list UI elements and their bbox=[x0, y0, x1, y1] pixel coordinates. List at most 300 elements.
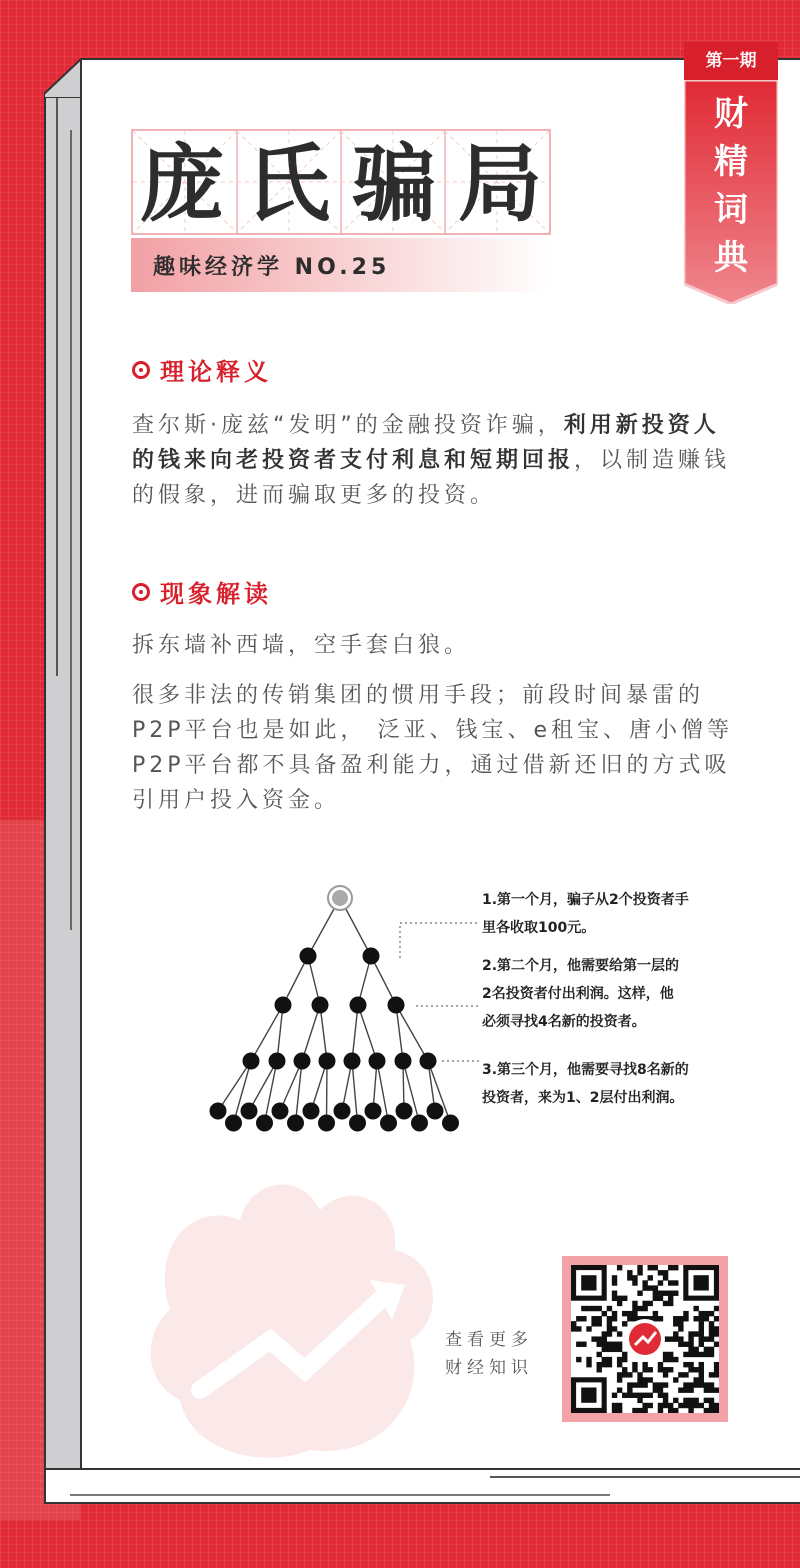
qr-module bbox=[627, 1311, 632, 1316]
qr-module bbox=[693, 1347, 698, 1352]
diagram-note-line: 2名投资者付出利润。这样，他 bbox=[482, 986, 674, 1002]
qr-module bbox=[637, 1393, 642, 1398]
qr-module bbox=[591, 1336, 596, 1341]
qr-module bbox=[663, 1382, 668, 1387]
pyramid-node bbox=[243, 1053, 260, 1070]
qr-module bbox=[617, 1403, 622, 1408]
qr-module bbox=[642, 1382, 647, 1387]
qr-module bbox=[663, 1352, 668, 1357]
qr-module bbox=[607, 1357, 612, 1362]
phenomenon-line: 拆东墙补西墙，空手套白狼。 bbox=[132, 633, 471, 658]
qr-module bbox=[699, 1372, 704, 1377]
qr-module bbox=[632, 1367, 637, 1372]
qr-module bbox=[688, 1362, 693, 1367]
section-heading-text: 理论释义 bbox=[160, 358, 272, 386]
qr-module bbox=[597, 1336, 602, 1341]
subtitle: 趣味经济学 NO.25 bbox=[153, 255, 391, 280]
qr-module bbox=[693, 1316, 698, 1321]
qr-module bbox=[704, 1398, 709, 1403]
section-heading-text: 现象解读 bbox=[160, 580, 272, 608]
qr-module bbox=[714, 1403, 719, 1408]
qr-module bbox=[617, 1342, 622, 1347]
qr-module bbox=[642, 1408, 647, 1413]
spine-line bbox=[56, 98, 58, 676]
phenomenon-paragraph: 很多非法的传销集团的惯用手段；前段时间暴雷的P2P平台也是如此， 泛亚、钱宝、e租宝、唐小僧等P2P平台都不具备盈利能力，通过借新还旧的方式吸引用户投入资金。 bbox=[132, 683, 734, 813]
qr-module bbox=[683, 1387, 688, 1392]
qr-module bbox=[632, 1393, 637, 1398]
pyramid-link bbox=[296, 1061, 303, 1123]
section-heading-theory bbox=[132, 352, 272, 387]
pyramid-node bbox=[225, 1115, 242, 1132]
qr-code-inner bbox=[571, 1265, 719, 1413]
book-corner bbox=[44, 58, 84, 98]
qr-module bbox=[704, 1311, 709, 1316]
qr-module bbox=[627, 1372, 632, 1377]
qr-module bbox=[668, 1408, 673, 1413]
qr-module bbox=[699, 1403, 704, 1408]
qr-module bbox=[653, 1285, 658, 1290]
qr-module bbox=[683, 1352, 688, 1357]
qr-module bbox=[607, 1362, 612, 1367]
qr-module bbox=[683, 1342, 688, 1347]
qr-module bbox=[612, 1393, 617, 1398]
qr-module bbox=[581, 1316, 586, 1321]
pyramid-node bbox=[300, 948, 317, 965]
pyramid-link bbox=[352, 1061, 358, 1123]
qr-module bbox=[693, 1382, 698, 1387]
qr-module bbox=[602, 1311, 607, 1316]
qr-module bbox=[602, 1336, 607, 1341]
pyramid-node bbox=[241, 1103, 258, 1120]
qr-module bbox=[653, 1296, 658, 1301]
qr-module bbox=[683, 1403, 688, 1408]
pyramid-node bbox=[365, 1103, 382, 1120]
qr-module bbox=[648, 1275, 653, 1280]
pyramid-node bbox=[269, 1053, 286, 1070]
dictionary-label-text: 财精词典 bbox=[714, 94, 748, 278]
qr-module bbox=[607, 1326, 612, 1331]
qr-module bbox=[678, 1342, 683, 1347]
qr-module bbox=[658, 1291, 663, 1296]
qr-module bbox=[576, 1326, 581, 1331]
qr-module bbox=[642, 1362, 647, 1367]
qr-module bbox=[586, 1306, 591, 1311]
qr-module bbox=[617, 1387, 622, 1392]
qr-module bbox=[688, 1331, 693, 1336]
qr-module bbox=[612, 1326, 617, 1331]
theory-text: 查尔斯·庞兹“发明”的金融投资诈骗， bbox=[132, 413, 564, 438]
qr-module bbox=[658, 1270, 663, 1275]
qr-module bbox=[658, 1382, 663, 1387]
pyramid-node bbox=[344, 1053, 361, 1070]
qr-module bbox=[653, 1387, 658, 1392]
diagram-note-line: 必须寻找4名新的投资者。 bbox=[482, 1014, 646, 1030]
qr-module bbox=[663, 1291, 668, 1296]
qr-module bbox=[709, 1372, 714, 1377]
qr-module bbox=[627, 1387, 632, 1392]
qr-module bbox=[699, 1362, 704, 1367]
qr-module bbox=[673, 1280, 678, 1285]
qr-module bbox=[632, 1382, 637, 1387]
book-spine bbox=[44, 92, 84, 1504]
qr-module bbox=[688, 1403, 693, 1408]
qr-module bbox=[658, 1296, 663, 1301]
pyramid-diagram bbox=[200, 878, 740, 1148]
qr-module bbox=[622, 1321, 627, 1326]
diagram-note-line: 2.第二个月，他需要给第一层的 bbox=[482, 958, 680, 974]
qr-module bbox=[617, 1331, 622, 1336]
qr-module bbox=[617, 1377, 622, 1382]
qr-module bbox=[627, 1382, 632, 1387]
qr-module bbox=[576, 1357, 581, 1362]
qr-module bbox=[704, 1336, 709, 1341]
qr-module bbox=[617, 1301, 622, 1306]
more-line: 查看更多 bbox=[445, 1330, 533, 1350]
qr-module bbox=[607, 1321, 612, 1326]
pyramid-node bbox=[349, 1115, 366, 1132]
target-circle-icon bbox=[132, 583, 150, 601]
diagram-note-line: 1.第一个月，骗子从2个投资者手 bbox=[482, 892, 689, 908]
qr-module bbox=[663, 1403, 668, 1408]
qr-module bbox=[642, 1393, 647, 1398]
qr-module bbox=[612, 1342, 617, 1347]
qr-module bbox=[663, 1357, 668, 1362]
qr-module bbox=[683, 1311, 688, 1316]
qr-module bbox=[653, 1316, 658, 1321]
qr-module bbox=[673, 1408, 678, 1413]
pyramid-link bbox=[327, 1061, 328, 1123]
qr-module bbox=[668, 1291, 673, 1296]
qr-module bbox=[678, 1321, 683, 1326]
qr-module bbox=[663, 1301, 668, 1306]
qr-finder-inner bbox=[581, 1387, 596, 1402]
qr-module bbox=[704, 1352, 709, 1357]
qr-module bbox=[622, 1367, 627, 1372]
qr-module bbox=[699, 1336, 704, 1341]
qr-module bbox=[612, 1280, 617, 1285]
qr-module bbox=[602, 1342, 607, 1347]
qr-module bbox=[704, 1347, 709, 1352]
pyramid-node bbox=[287, 1115, 304, 1132]
spine-line bbox=[70, 130, 72, 930]
qr-module bbox=[597, 1342, 602, 1347]
qr-module bbox=[658, 1367, 663, 1372]
qr-module bbox=[622, 1393, 627, 1398]
qr-module bbox=[704, 1387, 709, 1392]
qr-module bbox=[699, 1316, 704, 1321]
qr-module bbox=[704, 1316, 709, 1321]
qr-module bbox=[602, 1331, 607, 1336]
qr-module bbox=[622, 1296, 627, 1301]
qr-module bbox=[648, 1285, 653, 1290]
pyramid-node bbox=[350, 997, 367, 1014]
qr-module bbox=[607, 1306, 612, 1311]
qr-module bbox=[632, 1408, 637, 1413]
qr-module bbox=[637, 1291, 642, 1296]
qr-module bbox=[653, 1265, 658, 1270]
qr-module bbox=[714, 1362, 719, 1367]
qr-module bbox=[653, 1382, 658, 1387]
qr-module bbox=[693, 1352, 698, 1357]
qr-module bbox=[637, 1377, 642, 1382]
qr-module bbox=[704, 1408, 709, 1413]
pyramid-node bbox=[275, 997, 292, 1014]
diagram-note-2 bbox=[482, 952, 679, 1036]
page-title: 庞氏骗局 bbox=[140, 135, 565, 233]
qr-module bbox=[658, 1387, 663, 1392]
qr-module bbox=[714, 1326, 719, 1331]
diagram-note-3 bbox=[482, 1056, 689, 1112]
qr-module bbox=[688, 1387, 693, 1392]
qr-module bbox=[714, 1408, 719, 1413]
qr-module bbox=[586, 1326, 591, 1331]
pyramid-node bbox=[318, 1115, 335, 1132]
qr-module bbox=[714, 1316, 719, 1321]
qr-module bbox=[668, 1403, 673, 1408]
qr-module bbox=[653, 1291, 658, 1296]
qr-module bbox=[673, 1336, 678, 1341]
qr-module bbox=[617, 1372, 622, 1377]
qr-module bbox=[658, 1316, 663, 1321]
target-circle-icon bbox=[132, 361, 150, 379]
qr-module bbox=[648, 1377, 653, 1382]
qr-module bbox=[653, 1311, 658, 1316]
qr-module bbox=[668, 1367, 673, 1372]
qr-module bbox=[709, 1408, 714, 1413]
qr-module bbox=[693, 1306, 698, 1311]
qr-module bbox=[709, 1331, 714, 1336]
qr-module bbox=[673, 1377, 678, 1382]
watermark-logo bbox=[130, 1160, 460, 1480]
qr-module bbox=[693, 1398, 698, 1403]
qr-module bbox=[663, 1367, 668, 1372]
qr-module bbox=[607, 1347, 612, 1352]
qr-module bbox=[693, 1377, 698, 1382]
qr-module bbox=[688, 1398, 693, 1403]
qr-module bbox=[581, 1342, 586, 1347]
qr-module bbox=[637, 1270, 642, 1275]
qr-module bbox=[648, 1393, 653, 1398]
qr-module bbox=[597, 1367, 602, 1372]
theory-highlight: 利用新投资人的钱来向老投资者支付利息和短期回报 bbox=[132, 413, 720, 473]
pyramid-node bbox=[369, 1053, 386, 1070]
qr-module bbox=[683, 1372, 688, 1377]
qr-module bbox=[612, 1408, 617, 1413]
qr-module bbox=[607, 1331, 612, 1336]
qr-module bbox=[632, 1311, 637, 1316]
qr-module bbox=[709, 1326, 714, 1331]
qr-module bbox=[714, 1367, 719, 1372]
diagram-note-1 bbox=[482, 886, 689, 942]
qr-module bbox=[648, 1301, 653, 1306]
more-line: 财经知识 bbox=[445, 1358, 533, 1378]
qr-module bbox=[622, 1372, 627, 1377]
pyramid-link bbox=[358, 1005, 377, 1061]
qr-module bbox=[678, 1372, 683, 1377]
qr-module bbox=[704, 1382, 709, 1387]
qr-module bbox=[648, 1367, 653, 1372]
theory-text: ，以制造赚钱的假象，进而骗取更多的投资。 bbox=[132, 448, 731, 508]
qr-module bbox=[683, 1316, 688, 1321]
qr-module bbox=[576, 1316, 581, 1321]
qr-module bbox=[699, 1342, 704, 1347]
qr-module bbox=[693, 1331, 698, 1336]
qr-module bbox=[602, 1362, 607, 1367]
qr-module bbox=[709, 1382, 714, 1387]
theory-paragraph bbox=[132, 408, 742, 513]
qr-module bbox=[673, 1357, 678, 1362]
page-rule bbox=[70, 1494, 610, 1496]
pyramid-node bbox=[294, 1053, 311, 1070]
section-heading-phenomenon bbox=[132, 574, 272, 609]
dictionary-label bbox=[684, 90, 778, 282]
qr-module bbox=[642, 1280, 647, 1285]
qr-module bbox=[668, 1280, 673, 1285]
qr-module bbox=[642, 1403, 647, 1408]
qr-module bbox=[617, 1362, 622, 1367]
qr-module bbox=[714, 1342, 719, 1347]
qr-module bbox=[617, 1265, 622, 1270]
qr-module bbox=[663, 1398, 668, 1403]
qr-module bbox=[699, 1311, 704, 1316]
qr-module bbox=[627, 1393, 632, 1398]
pyramid-link bbox=[302, 1005, 320, 1061]
qr-module bbox=[597, 1316, 602, 1321]
qr-module bbox=[683, 1398, 688, 1403]
qr-module bbox=[607, 1316, 612, 1321]
qr-module bbox=[658, 1362, 663, 1367]
qr-module bbox=[673, 1316, 678, 1321]
qr-module bbox=[668, 1265, 673, 1270]
qr-module bbox=[571, 1321, 576, 1326]
pyramid-node bbox=[210, 1103, 227, 1120]
qr-module bbox=[648, 1403, 653, 1408]
qr-module bbox=[591, 1316, 596, 1321]
qr-module bbox=[612, 1316, 617, 1321]
pyramid-node bbox=[272, 1103, 289, 1120]
qr-module bbox=[709, 1352, 714, 1357]
qr-code-pattern bbox=[571, 1265, 719, 1413]
qr-module bbox=[699, 1331, 704, 1336]
qr-module bbox=[688, 1347, 693, 1352]
qr-module bbox=[673, 1321, 678, 1326]
qr-module bbox=[622, 1311, 627, 1316]
qr-module bbox=[642, 1377, 647, 1382]
qr-module bbox=[637, 1408, 642, 1413]
qr-module bbox=[617, 1408, 622, 1413]
diagram-note-line: 投资者，来为1、2层付出利润。 bbox=[482, 1090, 684, 1106]
diagram-connectors bbox=[390, 878, 480, 1148]
pyramid-node bbox=[312, 997, 329, 1014]
qr-module bbox=[658, 1393, 663, 1398]
qr-module bbox=[612, 1291, 617, 1296]
qr-module bbox=[668, 1352, 673, 1357]
qr-module bbox=[709, 1321, 714, 1326]
qr-module bbox=[714, 1387, 719, 1392]
qr-module bbox=[591, 1306, 596, 1311]
qr-finder-inner bbox=[581, 1275, 596, 1290]
qr-module bbox=[597, 1321, 602, 1326]
qr-module bbox=[709, 1398, 714, 1403]
qr-module bbox=[714, 1331, 719, 1336]
qr-module bbox=[678, 1326, 683, 1331]
qr-module bbox=[597, 1306, 602, 1311]
diagram-note-line: 里各收取100元。 bbox=[482, 920, 596, 936]
page-rule bbox=[490, 1476, 800, 1478]
qr-module bbox=[602, 1347, 607, 1352]
qr-module bbox=[673, 1291, 678, 1296]
qr-module bbox=[678, 1403, 683, 1408]
qr-module bbox=[627, 1270, 632, 1275]
qr-module bbox=[699, 1326, 704, 1331]
diagram-note-line: 3.第三个月，他需要寻找8名新的 bbox=[482, 1062, 689, 1078]
qr-module bbox=[658, 1408, 663, 1413]
qr-module bbox=[617, 1347, 622, 1352]
qr-module bbox=[612, 1311, 617, 1316]
pyramid-node bbox=[303, 1103, 320, 1120]
qr-module bbox=[642, 1306, 647, 1311]
more-knowledge-text bbox=[445, 1326, 533, 1382]
qr-module bbox=[591, 1321, 596, 1326]
qr-module bbox=[678, 1336, 683, 1341]
qr-code[interactable] bbox=[562, 1256, 728, 1422]
qr-module bbox=[673, 1265, 678, 1270]
qr-module bbox=[699, 1321, 704, 1326]
qr-module bbox=[663, 1393, 668, 1398]
qr-module bbox=[642, 1301, 647, 1306]
qr-module bbox=[612, 1403, 617, 1408]
qr-module bbox=[709, 1311, 714, 1316]
qr-module bbox=[668, 1301, 673, 1306]
qr-module bbox=[668, 1357, 673, 1362]
qr-module bbox=[632, 1316, 637, 1321]
qr-module bbox=[683, 1382, 688, 1387]
qr-module bbox=[632, 1280, 637, 1285]
qr-module bbox=[678, 1316, 683, 1321]
qr-module bbox=[642, 1367, 647, 1372]
qr-module bbox=[709, 1347, 714, 1352]
qr-module bbox=[617, 1296, 622, 1301]
qr-module bbox=[688, 1408, 693, 1413]
qr-module bbox=[699, 1367, 704, 1372]
qr-module bbox=[658, 1280, 663, 1285]
qr-module bbox=[607, 1342, 612, 1347]
qr-module bbox=[642, 1285, 647, 1290]
qr-module bbox=[627, 1275, 632, 1280]
qr-module bbox=[678, 1387, 683, 1392]
qr-module bbox=[627, 1316, 632, 1321]
qr-module bbox=[688, 1342, 693, 1347]
qr-module bbox=[622, 1357, 627, 1362]
qr-module bbox=[637, 1372, 642, 1377]
pyramid-node bbox=[256, 1115, 273, 1132]
qr-module bbox=[622, 1352, 627, 1357]
qr-finder-inner bbox=[693, 1275, 708, 1290]
pyramid-node bbox=[363, 948, 380, 965]
qr-module bbox=[688, 1352, 693, 1357]
qr-module bbox=[709, 1336, 714, 1341]
qr-module bbox=[663, 1270, 668, 1275]
qr-module bbox=[612, 1347, 617, 1352]
qr-module bbox=[699, 1377, 704, 1382]
qr-module bbox=[637, 1398, 642, 1403]
qr-module bbox=[637, 1265, 642, 1270]
qr-module bbox=[586, 1362, 591, 1367]
qr-module bbox=[688, 1367, 693, 1372]
pyramid-node bbox=[334, 1103, 351, 1120]
qr-module bbox=[637, 1382, 642, 1387]
qr-module bbox=[663, 1372, 668, 1377]
